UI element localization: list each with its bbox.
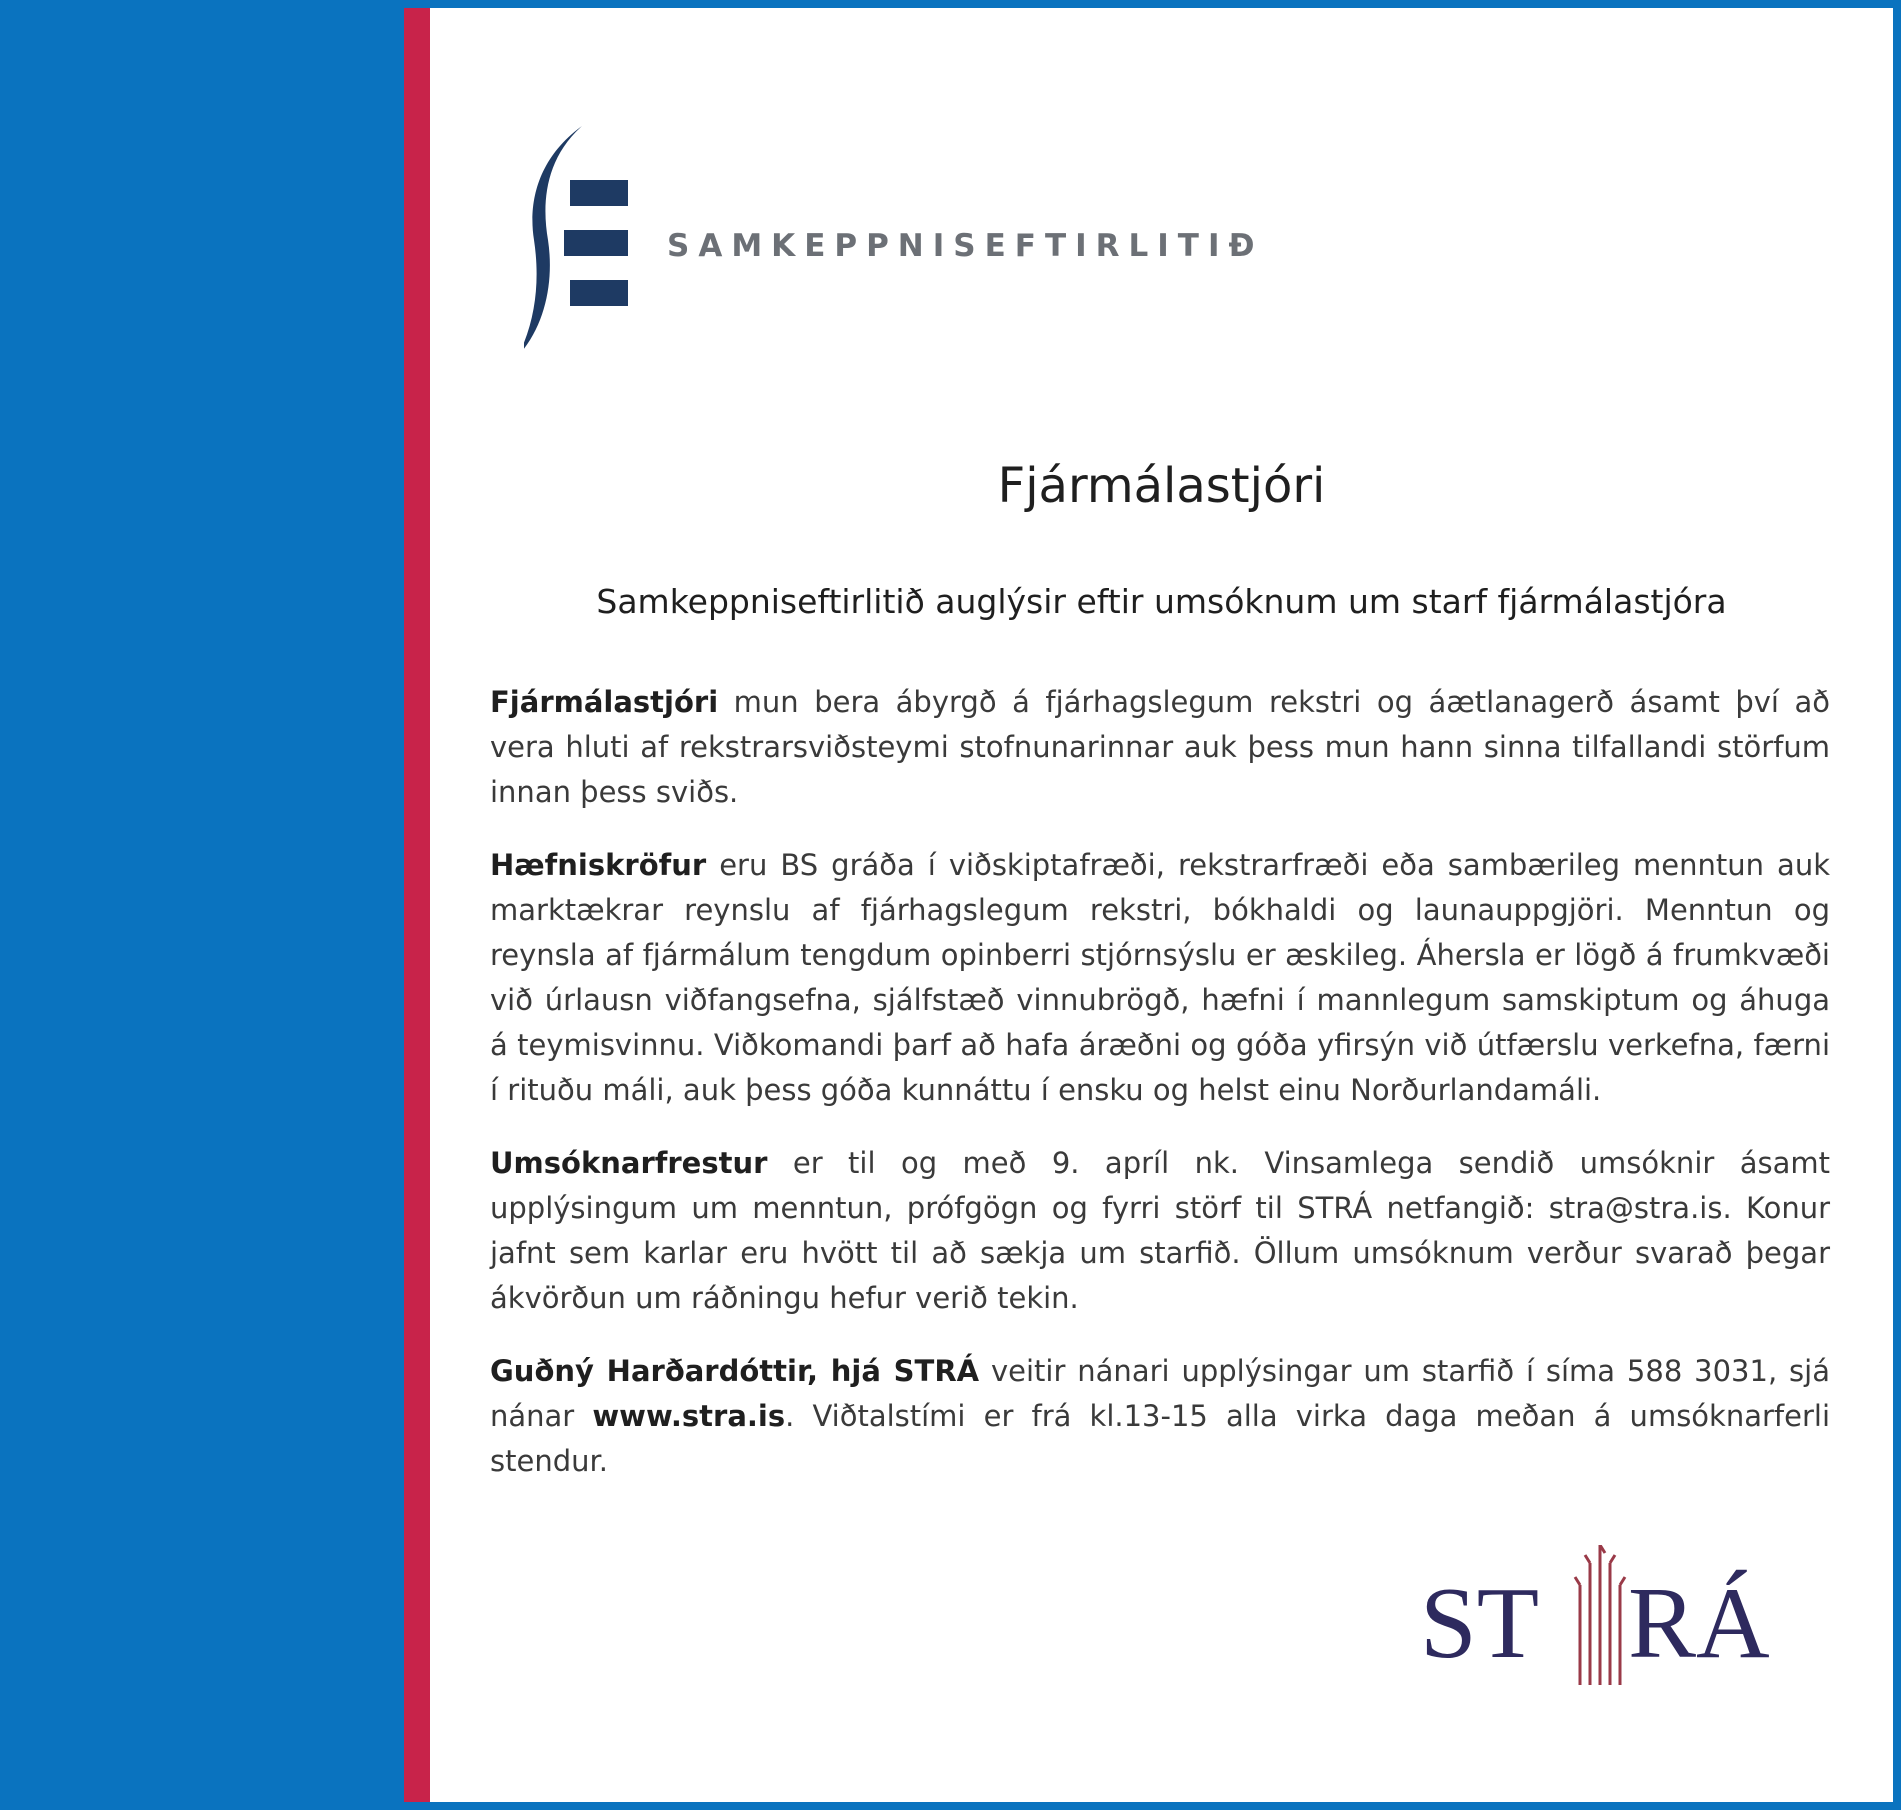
paragraph-text: veitir nánari upplýsingar um starfið í síma 588 3031, sjá nánar — [490, 1354, 1830, 1433]
ad-body — [490, 680, 1830, 1512]
stra-logo-left: ST — [1420, 1567, 1540, 1680]
paragraph-tail: . Viðtalstími er frá kl.13-15 alla virka daga meðan á umsóknarferli stendur. — [490, 1399, 1830, 1478]
stra-logo-right: RÁ — [1628, 1567, 1770, 1680]
paragraph-role — [490, 680, 1830, 815]
paragraph-text: eru BS gráða í viðskiptafræði, rekstrarfræði eða sambærileg menntun auk marktækrar reynslu af fjárhagslegum rekstri, bókhaldi og launauppgjöri. Menntun og reynsla af fjármálum tengdum opinberri stjórnsýslu er æskileg. Áhersla er lögð á frumkvæði við úrlausn viðfangsefna, sjálfstæð vinnubrögð, hæfni í mannlegum samskiptum og áhuga á teymisvinnu. Viðkomandi þarf að hafa áræðni og góða yfirsýn við útfærslu verkefna, færni í rituðu máli, auk þess góða kunnáttu í ensku og helst einu Norðurlandamáli. — [490, 848, 1830, 1107]
logo-wordmark: SAMKEPPNISEFTIRLITIÐ — [667, 228, 1264, 264]
paragraph-lead: Fjármálastjóri — [490, 685, 719, 719]
page-subtitle: Samkeppniseftirlitið auglýsir eftir umsóknum um starf fjármálastjóra — [596, 582, 1727, 621]
wheat-icon — [1575, 1545, 1625, 1685]
paragraph-text: er til og með 9. apríl nk. Vinsamlega sendið umsóknir ásamt upplýsingum um menntun, prófgögn og fyrri störf til STRÁ netfangið: stra@stra.is. Konur jafnt sem karlar eru hvött til að sækja um starfið. Öllum umsóknum verður svarað þegar ákvörðun um ráðningu hefur verið tekin. — [490, 1146, 1830, 1315]
blue-side-band — [8, 8, 404, 1802]
paragraph-contact — [490, 1349, 1830, 1484]
website-link[interactable]: www.stra.is — [592, 1399, 786, 1433]
paragraph-deadline — [490, 1141, 1830, 1321]
paragraph-text: mun bera ábyrgð á fjárhagslegum rekstri og áætlanagerð ásamt því að vera hluti af rekstrarsviðsteymi stofnunarinnar auk þess mun hann sinna tilfallandi störfum innan þess sviðs. — [490, 685, 1830, 809]
paragraph-lead: Umsóknarfrestur — [490, 1146, 768, 1180]
page-title: Fjármálastjóri — [997, 458, 1326, 514]
samkeppniseftirlitid-logo-mark — [524, 120, 640, 360]
stra-logo — [1420, 1545, 1785, 1693]
red-accent-stripe — [404, 8, 430, 1802]
paragraph-lead: Hæfniskröfur — [490, 848, 707, 882]
paragraph-requirements — [490, 843, 1830, 1113]
paragraph-lead: Guðný Harðardóttir, hjá STRÁ — [490, 1354, 980, 1388]
